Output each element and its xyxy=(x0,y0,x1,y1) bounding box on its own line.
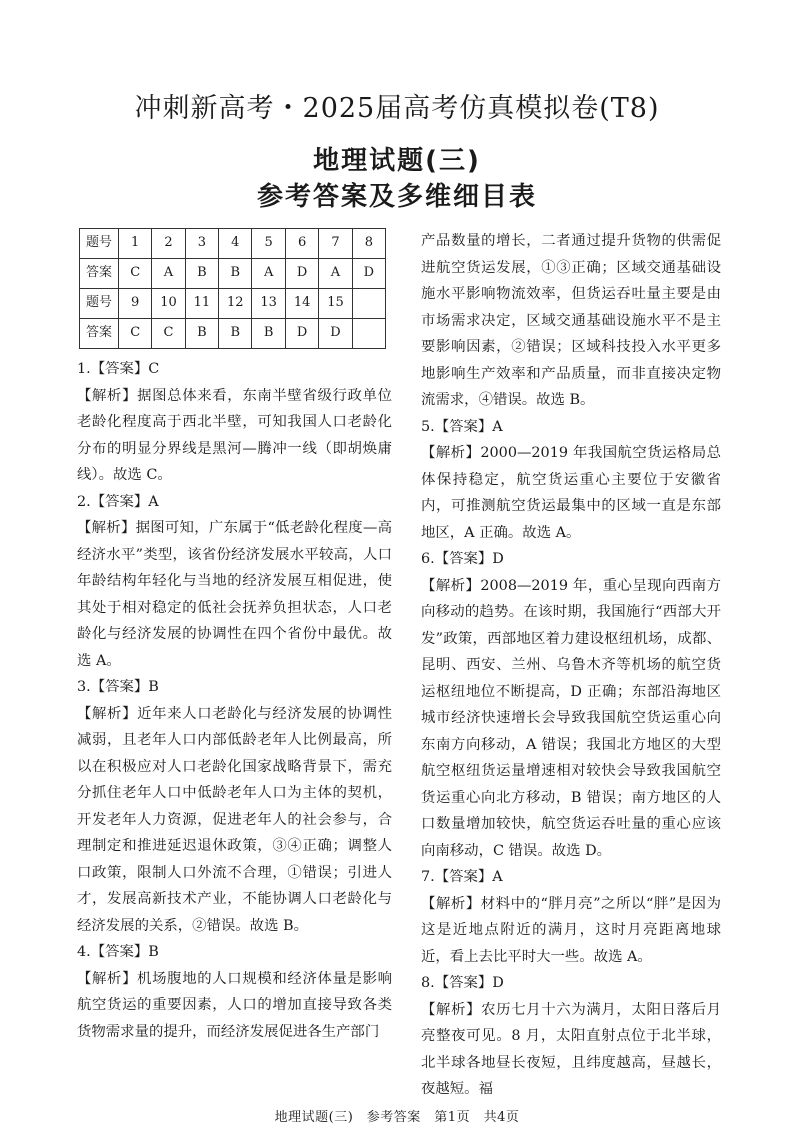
answer-table-cell: A xyxy=(152,259,185,289)
answer-item xyxy=(77,489,392,675)
analysis-text: 【解析】近年来人口老龄化与经济发展的协调性减弱，且老年人口内部低龄老年人比例最高，所以在积极应对人口老龄化国家战略背景下，需充分抓住老年人口中低龄老年人口为主体的契机，开发老年人力资源，促进老年人的社会参与，合理制定和推进延迟退休政策，③④正确；调整人口政策，限制人口外流不合理，①错误；引进人才，发展高新技术产业，不能协调人口老龄化与经济发展的关系，②错误。故选 B。 xyxy=(77,705,392,934)
page-footer: 地理试题(三) 参考答案 第1页 共4页 xyxy=(274,1110,520,1125)
answer-table-header-cell: 题号 xyxy=(80,229,119,259)
document-subtitle-2: 参考答案及多维细目表 xyxy=(256,182,537,212)
document-title: 冲刺新高考・2025届高考仿真模拟卷(T8) xyxy=(134,93,660,124)
document-subtitle: 地理试题(三) xyxy=(313,146,481,176)
answer-table-cell xyxy=(352,289,385,319)
right-answers xyxy=(421,228,721,1103)
answer-table-cell: 6 xyxy=(285,229,318,259)
answer-label: 3.【答案】B xyxy=(77,679,159,695)
right-column xyxy=(421,228,721,1103)
answer-table-cell: D xyxy=(285,319,318,349)
answer-table-cell: A xyxy=(319,259,352,289)
answer-item xyxy=(77,356,392,489)
answer-table-header-cell: 答案 xyxy=(80,319,119,349)
answer-item xyxy=(421,970,721,1103)
analysis-text: 【解析】据图可知，广东属于“低老龄化程度—高经济水平”类型，该省份经济发展水平较高，人口年龄结构年轻化与当地的经济发展互相促进，使其处于相对稳定的低社会抚养负担状态，人口老龄化与经济发展的协调性在四个省份中最优。故选 A。 xyxy=(77,520,392,669)
answer-table-cell: 13 xyxy=(252,289,285,319)
answer-item xyxy=(421,546,721,864)
left-answers xyxy=(77,356,392,1045)
answer-label: 1.【答案】C xyxy=(77,361,160,377)
answer-table-cell: D xyxy=(285,259,318,289)
answer-table-cell: B xyxy=(219,259,252,289)
answer-table-cell: 11 xyxy=(185,289,218,319)
answer-label: 5.【答案】A xyxy=(421,418,503,435)
answer-label: 6.【答案】D xyxy=(421,551,504,567)
analysis-text: 【解析】2000—2019 年我国航空货运格局总体保持稳定，航空货运重心主要位于安徽省内，可推测航空货运最集中的区域一直是东部地区，A 正确。故选 A。 xyxy=(421,445,721,541)
answer-table-cell: 7 xyxy=(319,229,352,259)
answer-table-cell: 9 xyxy=(119,289,152,319)
answer-table-header-cell: 题号 xyxy=(80,289,119,319)
answer-item xyxy=(77,674,392,939)
left-column xyxy=(77,228,392,1045)
answer-table-cell: A xyxy=(252,259,285,289)
analysis-text: 产品数量的增长，二者通过提升货物的供需促进航空货运发展，①③正确；区域交通基础设施水平影响物流效率，但货运吞吐量主要是由市场需求决定，区域交通基础设施水平不是主要影响因素，②错误；区域科技投入水平更多地影响生产效率和产品质量，而非直接决定物流需求，④错误。故选 B。 xyxy=(421,233,721,408)
answer-table-cell: 4 xyxy=(219,229,252,259)
answer-table-cell: 12 xyxy=(219,289,252,319)
analysis-text: 【解析】2008—2019 年，重心呈现向西南方向移动的趋势。在该时期，我国施行“西部大开发”政策，西部地区着力建设枢纽机场，成都、昆明、西安、兰州、乌鲁木齐等机场的航空货运枢纽地位不断提高，D 正确；东部沿海地区城市经济快速增长会导致我国航空货运重心向东南方向移动，A 错误；我国北方地区的大型航空枢纽货运量增速相对较快会导致我国航空货运重心向北方移动，B 错误；南方地区的人口数量增加较快，航空货运吞吐量的重心应该向南移动，C 错误。故选 D。 xyxy=(421,577,721,859)
analysis-text: 【解析】据图总体来看，东南半壁省级行政单位老龄化程度高于西北半壁，可知我国人口老龄化分布的明显分界线是黑河—腾冲一线（即胡焕庸线）。故选 C。 xyxy=(77,387,392,483)
answer-label: 2.【答案】A xyxy=(77,493,159,510)
answer-table-cell: 15 xyxy=(319,289,352,319)
answer-table-cell: C xyxy=(119,319,152,349)
answer-table-cell: 2 xyxy=(152,229,185,259)
answer-table-cell: C xyxy=(152,319,185,349)
answer-table-cell: B xyxy=(252,319,285,349)
answer-table-cell xyxy=(352,319,385,349)
answer-item xyxy=(421,414,721,547)
answer-table-row xyxy=(80,259,386,289)
answer-table-cell: 1 xyxy=(119,229,152,259)
answer-table-cell: B xyxy=(185,259,218,289)
answer-table-cell: B xyxy=(185,319,218,349)
answer-table-cell: D xyxy=(352,259,385,289)
answer-label: 4.【答案】B xyxy=(77,944,159,960)
answer-table xyxy=(79,228,386,349)
answer-item xyxy=(421,228,721,414)
answer-table-cell: 3 xyxy=(185,229,218,259)
analysis-text: 【解析】农历七月十六为满月，太阳日落后月亮整夜可见。8 月，太阳直射点位于北半球，北半球各地昼长夜短，且纬度越高，昼越长，夜越短。福 xyxy=(421,1001,721,1097)
answer-table-row xyxy=(80,229,386,259)
answer-table-header-cell: 答案 xyxy=(80,259,119,289)
answer-table-cell: 10 xyxy=(152,289,185,319)
answer-table-cell: 8 xyxy=(352,229,385,259)
answer-item xyxy=(77,939,392,1045)
answer-table-cell: B xyxy=(219,319,252,349)
answer-table-cell: 14 xyxy=(285,289,318,319)
answer-item xyxy=(421,864,721,970)
answer-table-cell: D xyxy=(319,319,352,349)
answer-label: 8.【答案】D xyxy=(421,975,504,991)
answer-table-cell: C xyxy=(119,259,152,289)
analysis-text: 【解析】材料中的“胖月亮”之所以“胖”是因为这是近地点附近的满月，这时月亮距离地球近，看上去比平时大一些。故选 A。 xyxy=(421,895,721,965)
answer-table-row xyxy=(80,319,386,349)
answer-table-cell: 5 xyxy=(252,229,285,259)
analysis-text: 【解析】机场腹地的人口规模和经济体量是影响航空货运的重要因素，人口的增加直接导致各类货物需求量的提升，而经济发展促进各生产部门 xyxy=(77,970,392,1040)
answer-table-row xyxy=(80,289,386,319)
answer-label: 7.【答案】A xyxy=(421,869,503,885)
